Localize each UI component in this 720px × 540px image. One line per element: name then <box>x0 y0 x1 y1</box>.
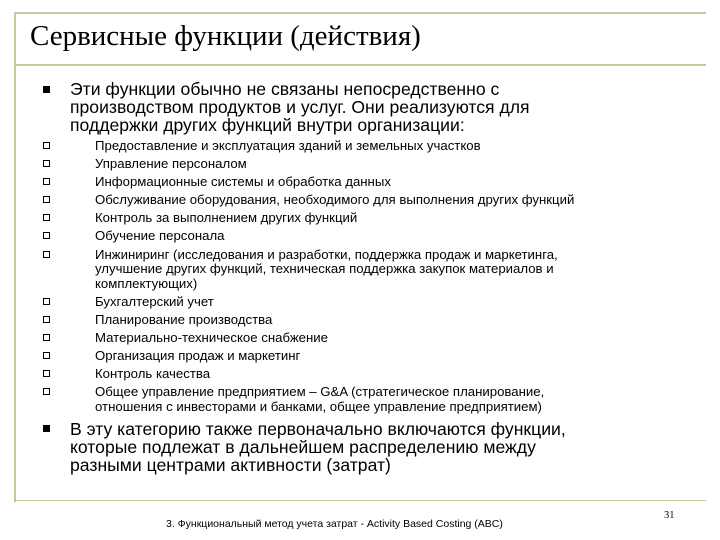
main-bullet-1-line: поддержки других функций внутри организации: <box>70 115 465 135</box>
main-bullet-2-line: разными центрами активности (затрат) <box>70 455 391 475</box>
hollow-square-bullet-icon <box>43 370 50 377</box>
sub-list-item <box>43 248 574 292</box>
footer-text: 3. Функциональный метод учета затрат - Activity Based Costing (ABC) <box>166 518 503 530</box>
main-bullet-2-text <box>70 420 566 474</box>
hollow-square-bullet-icon <box>43 316 50 323</box>
hollow-square-bullet-icon <box>43 142 50 149</box>
sub-list-item-line: комплектующих) <box>95 275 198 291</box>
main-bullet-1-text <box>70 80 530 134</box>
sub-list-item <box>43 211 574 226</box>
sub-list-item-line: отношения с инвесторами и банками, общее управление предприятием) <box>95 398 542 414</box>
frame-top-border <box>14 12 706 14</box>
hollow-square-bullet-icon <box>43 352 50 359</box>
main-bullet-1-line: производством продуктов и услуг. Они реализуются для <box>70 97 530 117</box>
main-bullet-1-line: Эти функции обычно не связаны непосредственно с <box>70 79 500 99</box>
page-number: 31 <box>664 510 675 521</box>
hollow-square-bullet-icon <box>43 251 50 258</box>
sub-list-item <box>43 295 574 310</box>
sub-list-item <box>43 157 574 172</box>
main-bullet-2-line: В эту категорию также первоначально включаются функции, <box>70 419 566 439</box>
sub-list-item-line: Информационные системы и обработка данных <box>95 174 391 190</box>
frame-left-border <box>14 12 16 502</box>
sub-list-item-line: Бухгалтерский учет <box>95 293 214 309</box>
sub-list-item <box>43 331 574 346</box>
hollow-square-bullet-icon <box>43 196 50 203</box>
sub-list-item <box>43 229 574 244</box>
sub-list <box>43 139 574 418</box>
sub-list-item <box>43 313 574 328</box>
main-bullet-icon <box>43 86 50 93</box>
sub-list-item <box>43 367 574 382</box>
sub-list-item-line: Контроль за выполнением других функций <box>95 210 358 226</box>
main-bullet-icon <box>43 425 50 432</box>
sub-list-item <box>43 175 574 190</box>
sub-list-item-line: Контроль качества <box>95 366 211 382</box>
hollow-square-bullet-icon <box>43 388 50 395</box>
hollow-square-bullet-icon <box>43 298 50 305</box>
sub-list-item-line: улучшение других функций, техническая поддержка закупок материалов и <box>95 261 554 277</box>
hollow-square-bullet-icon <box>43 178 50 185</box>
sub-list-item-line: Инжиниринг (исследования и разработки, поддержка продаж и маркетинга, <box>95 246 558 262</box>
sub-list-item-line: Предоставление и эксплуатация зданий и земельных участков <box>95 138 481 153</box>
sub-list-item-line: Общее управление предприятием – G&A (стратегическое планирование, <box>95 384 545 400</box>
hollow-square-bullet-icon <box>43 214 50 221</box>
hollow-square-bullet-icon <box>43 232 50 239</box>
sub-list-item <box>43 193 574 208</box>
sub-list-item <box>43 385 574 414</box>
sub-list-item-line: Обслуживание оборудования, необходимого для выполнения других функций <box>95 192 575 208</box>
hollow-square-bullet-icon <box>43 160 50 167</box>
footer-divider <box>14 500 706 501</box>
hollow-square-bullet-icon <box>43 334 50 341</box>
sub-list-item-line: Организация продаж и маркетинг <box>95 347 301 363</box>
title-divider <box>14 64 706 66</box>
sub-list-item-line: Планирование производства <box>95 311 273 327</box>
sub-list-item-line: Материально-техническое снабжение <box>95 329 328 345</box>
sub-list-item <box>43 139 574 154</box>
slide-title: Сервисные функции (действия) <box>30 20 421 52</box>
sub-list-item <box>43 349 574 364</box>
sub-list-item-line: Обучение персонала <box>95 228 225 244</box>
sub-list-item-line: Управление персоналом <box>95 156 247 172</box>
main-bullet-2-line: которые подлежат в дальнейшем распределению между <box>70 437 536 457</box>
